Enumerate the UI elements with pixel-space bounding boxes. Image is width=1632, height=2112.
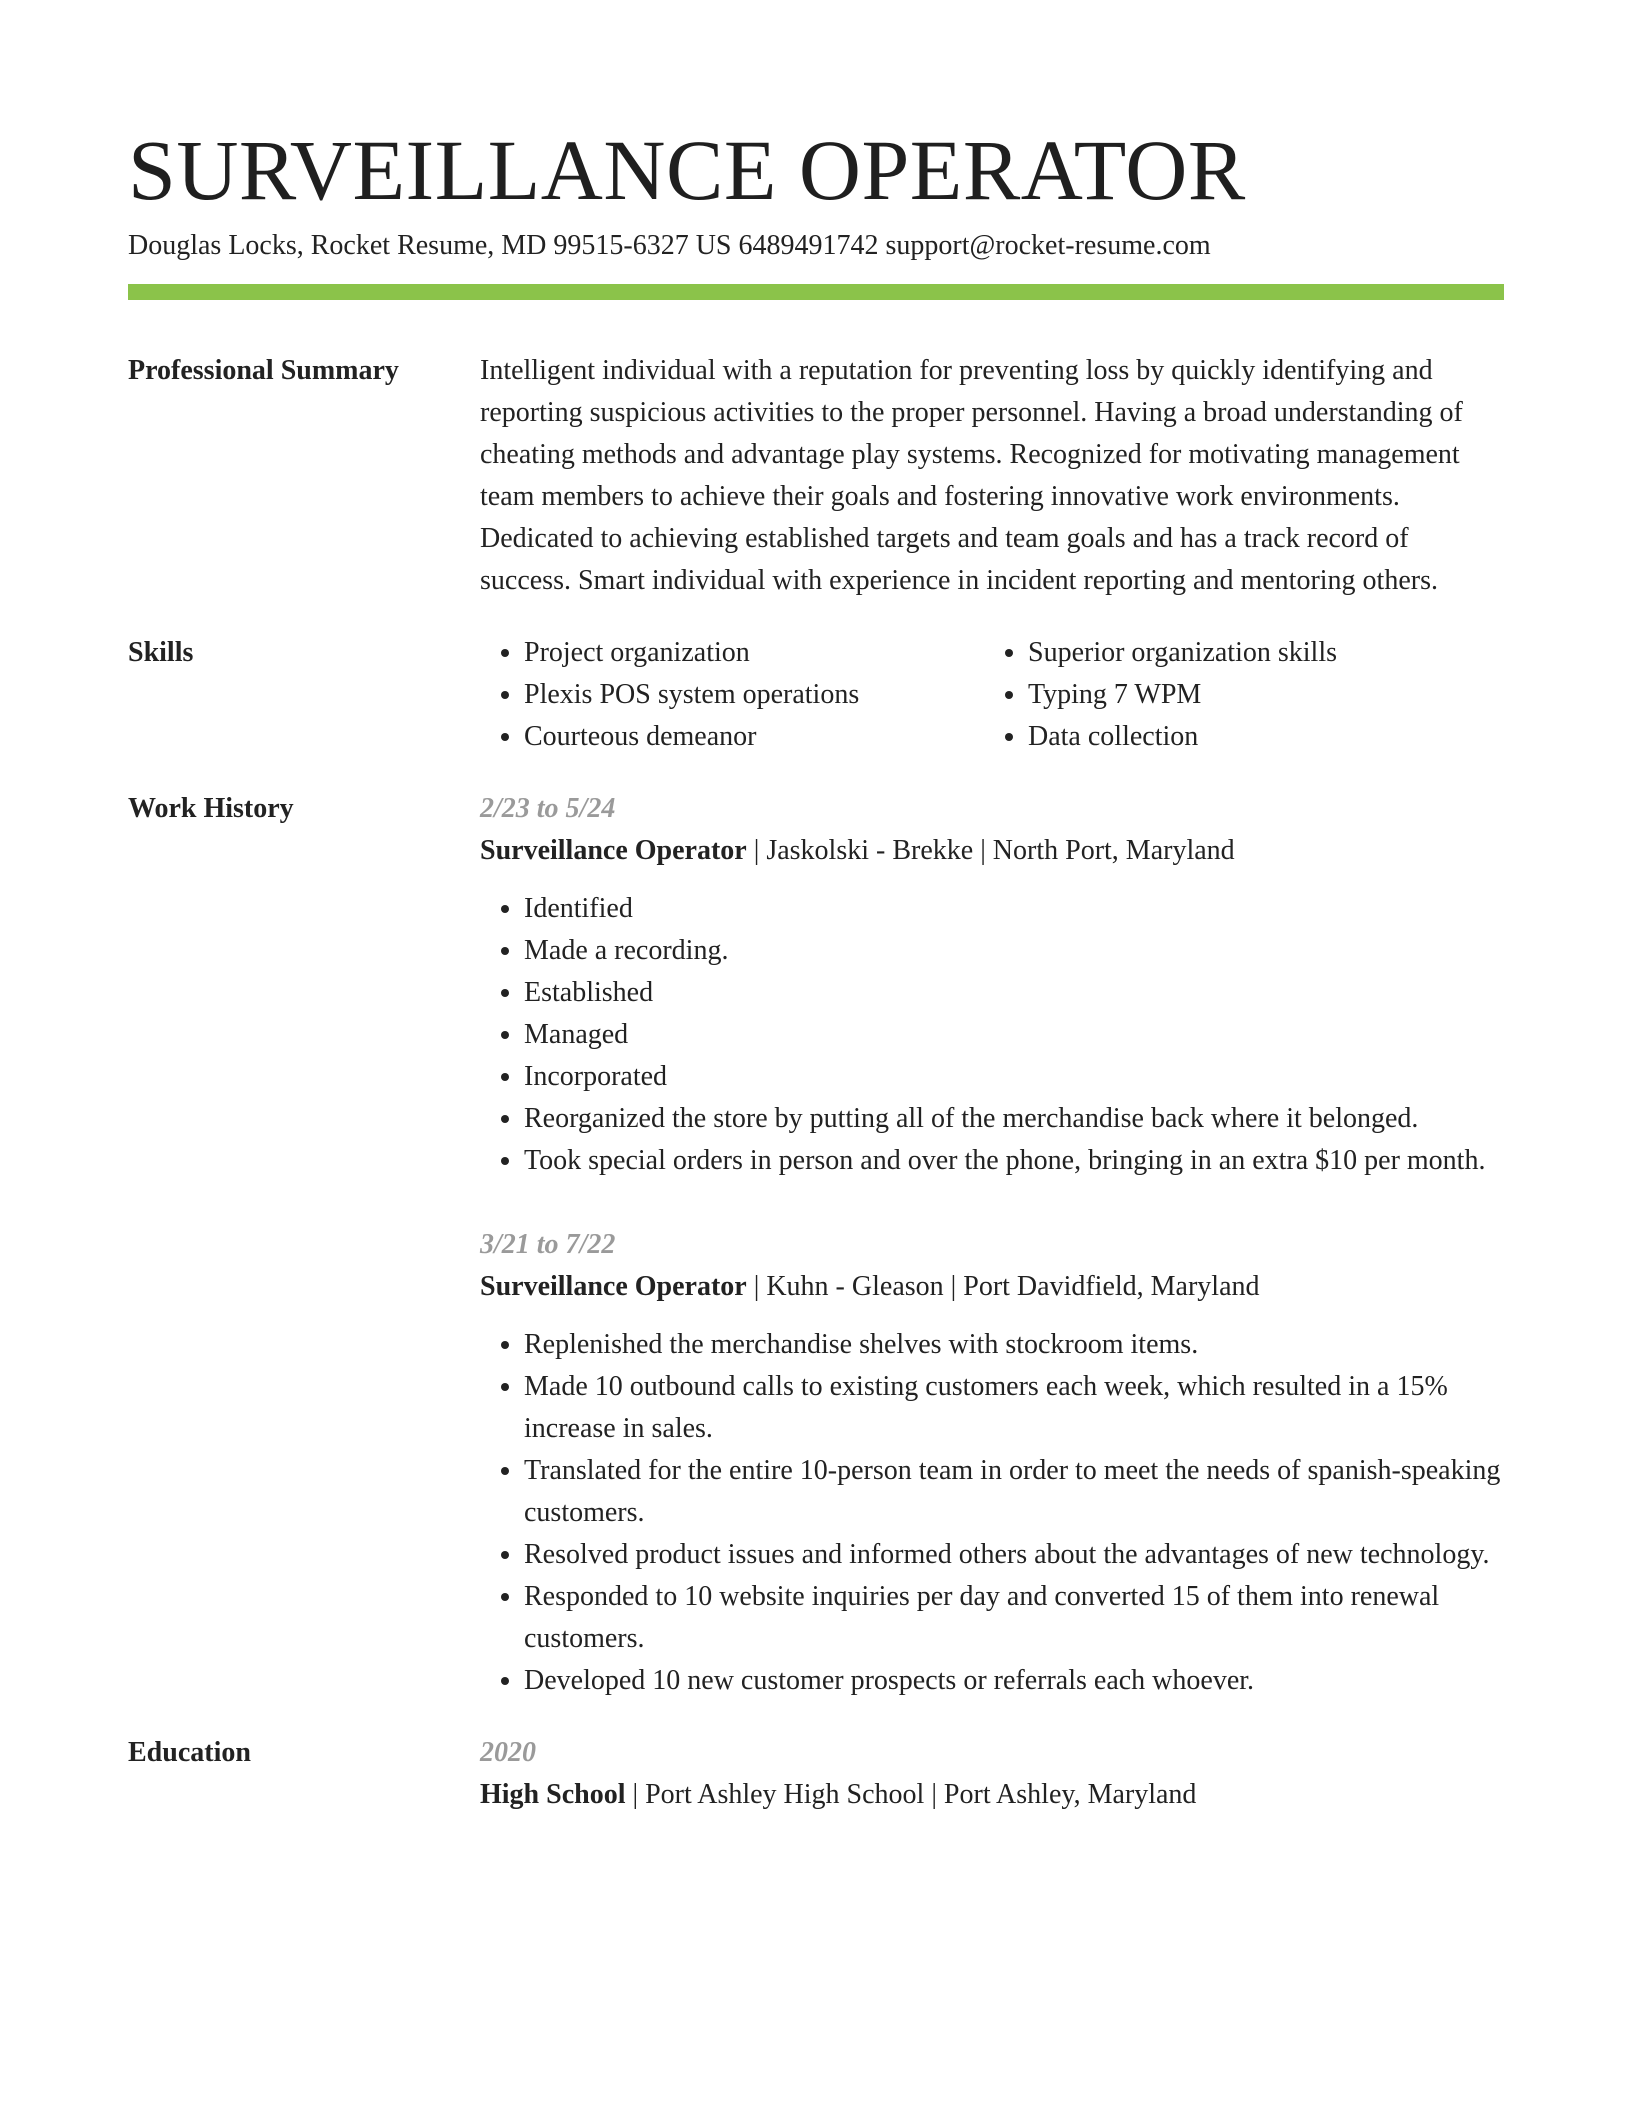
job-bullet: • Managed <box>524 1014 1504 1056</box>
job-details: | Kuhn - Gleason | Port Davidfield, Maryland <box>746 1271 1260 1302</box>
summary-text: Intelligent individual with a reputation for preventing loss by quickly identifying and reporting suspicious activities to the proper personnel. Having a broad understanding of cheating methods and advantage play systems. Recognized for motivating management team members to achieve their goals and fostering innovative work environments. Dedicated to achieving established targets and team goals and has a track record of success. Smart individual with experience in incident reporting and mentoring others. <box>480 355 1463 596</box>
skill-item: • Data collection <box>1028 716 1488 758</box>
job-bullet: • Made a recording. <box>524 930 1504 972</box>
skills-list <box>480 632 1504 758</box>
job-heading <box>480 830 1504 872</box>
contact-phone: 6489491742 <box>738 230 879 261</box>
job-dates: 3/21 to 7/22 <box>480 1229 616 1260</box>
skills-column-right <box>984 632 1488 758</box>
job-bullet: • Developed 10 new customer prospects or referrals each whoever. <box>524 1660 1504 1702</box>
summary-section <box>128 350 1504 602</box>
skill-item: • Project organization <box>524 632 984 674</box>
skills-section <box>128 632 1504 758</box>
job-heading <box>480 1266 1504 1308</box>
job-bullet: • Made 10 outbound calls to existing customers each week, which resulted in a 15% increase in sales. <box>524 1366 1504 1450</box>
skills-heading: Skills <box>128 637 194 668</box>
job-bullet: • Reorganized the store by putting all of the merchandise back where it belonged. <box>524 1098 1504 1140</box>
contact-address: Douglas Locks, Rocket Resume, MD 99515-6327 US <box>128 230 732 261</box>
job-entry <box>480 788 1504 1182</box>
header-divider <box>128 284 1504 300</box>
job-title: Surveillance Operator <box>480 1271 747 1302</box>
work-history-section <box>128 788 1504 1702</box>
job-details: | Jaskolski - Brekke | North Port, Maryland <box>746 835 1235 866</box>
job-bullet: • Resolved product issues and informed others about the advantages of new technology. <box>524 1534 1504 1576</box>
education-degree: High School <box>480 1779 626 1810</box>
job-bullet: • Identified <box>524 888 1504 930</box>
job-dates: 2/23 to 5/24 <box>480 793 616 824</box>
job-entry <box>480 1224 1504 1702</box>
job-bullets <box>480 888 1504 1182</box>
job-bullet: • Took special orders in person and over the phone, bringing in an extra $10 per month. <box>524 1140 1504 1182</box>
contact-email: support@rocket-resume.com <box>885 230 1211 261</box>
job-bullet: • Established <box>524 972 1504 1014</box>
education-section <box>128 1732 1504 1816</box>
skill-item: • Typing 7 WPM <box>1028 674 1488 716</box>
education-line <box>480 1774 1504 1816</box>
job-bullet: • Responded to 10 website inquiries per day and converted 15 of them into renewal customers. <box>524 1576 1504 1660</box>
job-bullet: • Translated for the entire 10-person team in order to meet the needs of spanish-speaking customers. <box>524 1450 1504 1534</box>
job-title: Surveillance Operator <box>480 835 747 866</box>
education-heading: Education <box>128 1737 251 1768</box>
skills-column-left <box>480 632 984 758</box>
job-bullet: • Incorporated <box>524 1056 1504 1098</box>
summary-heading: Professional Summary <box>128 355 399 386</box>
contact-line <box>128 228 1504 264</box>
resume-page <box>128 120 1504 1816</box>
skill-item: • Superior organization skills <box>1028 632 1488 674</box>
job-bullet: • Replenished the merchandise shelves with stockroom items. <box>524 1324 1504 1366</box>
candidate-name: SURVEILLANCE OPERATOR <box>128 122 1246 218</box>
job-bullets <box>480 1324 1504 1702</box>
education-details: | Port Ashley High School | Port Ashley, Maryland <box>625 1779 1197 1810</box>
skill-item: • Courteous demeanor <box>524 716 984 758</box>
education-year: 2020 <box>480 1737 536 1768</box>
work-history-heading: Work History <box>128 793 294 824</box>
skill-item: • Plexis POS system operations <box>524 674 984 716</box>
